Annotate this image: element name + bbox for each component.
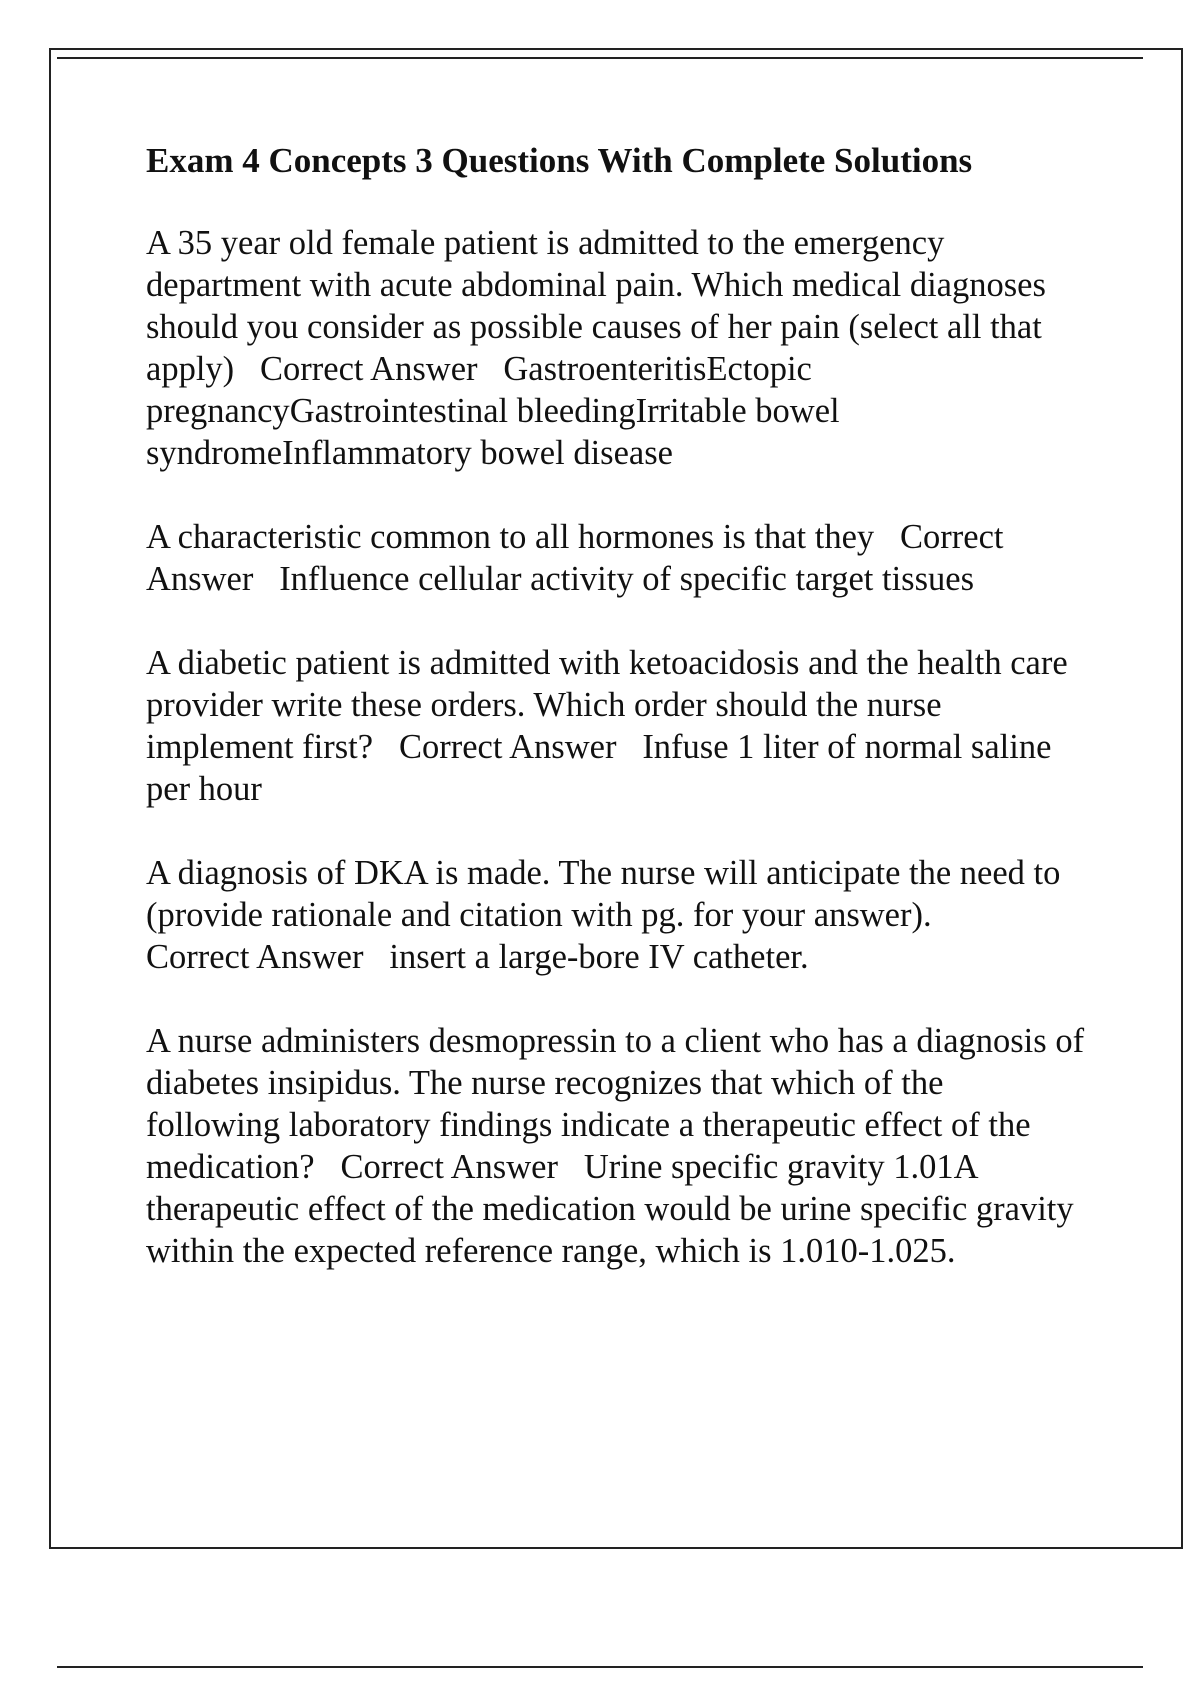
answer-label: Correct Answer [146, 938, 364, 976]
qa-item-3 [146, 642, 1086, 810]
question-text: A characteristic common to all hormones is that they [146, 518, 875, 556]
answer-rationale: A therapeutic effect of the medication would be urine specific gravity within the expected reference range, which is 1.010-1.025. [146, 1148, 1083, 1270]
answer-extra-line: Gastrointestinal bleeding [289, 392, 636, 430]
question-text: A diabetic patient is admitted with ketoacidosis and the health care provider write these orders. Which order should the nurse implement first? [146, 644, 1077, 766]
question-text: A nurse administers desmopressin to a client who has a diagnosis of diabetes insipidus. The nurse recognizes that which of the following laboratory findings indicate a therapeutic effect of the medication? [146, 1022, 1093, 1186]
answer-text: Influence cellular activity of specific target tissues [279, 560, 975, 598]
answer-text: Urine specific gravity 1.01 [583, 1148, 954, 1186]
header-rule [57, 57, 1143, 59]
footer-rule [57, 1666, 1143, 1668]
question-text: A 35 year old female patient is admitted to the emergency department with acute abdominal pain. Which medical diagnoses should you consider as possible causes of her pain (select all that apply) [146, 224, 1055, 388]
answer-label: Correct Answer [146, 518, 1011, 598]
answer-label: Correct Answer [260, 350, 478, 388]
answer-extra-line: Inflammatory bowel disease [282, 434, 673, 472]
answer-label: Correct Answer [398, 728, 617, 766]
answer-text: insert a large-bore IV catheter. [389, 938, 809, 976]
qa-item-2 [146, 516, 1086, 600]
question-text: A diagnosis of DKA is made. The nurse will anticipate the need to (provide rationale and citation with pg. for your answer). [146, 854, 1070, 934]
qa-item-5 [146, 1020, 1093, 1272]
answer-text: Infuse 1 liter of normal saline per hour [146, 728, 1061, 808]
qa-item-4 [146, 852, 1086, 978]
answer-label: Correct Answer [340, 1148, 558, 1186]
document-title: Exam 4 Concepts 3 Questions With Complete Solutions [146, 141, 973, 180]
answer-text: Gastroenteritis [503, 350, 707, 388]
answer-extra-line: Ectopic pregnancy [146, 350, 821, 430]
qa-item-1 [146, 222, 1086, 474]
answer-extra-line: Irritable bowel syndrome [146, 392, 849, 472]
document-body [146, 140, 1093, 1314]
